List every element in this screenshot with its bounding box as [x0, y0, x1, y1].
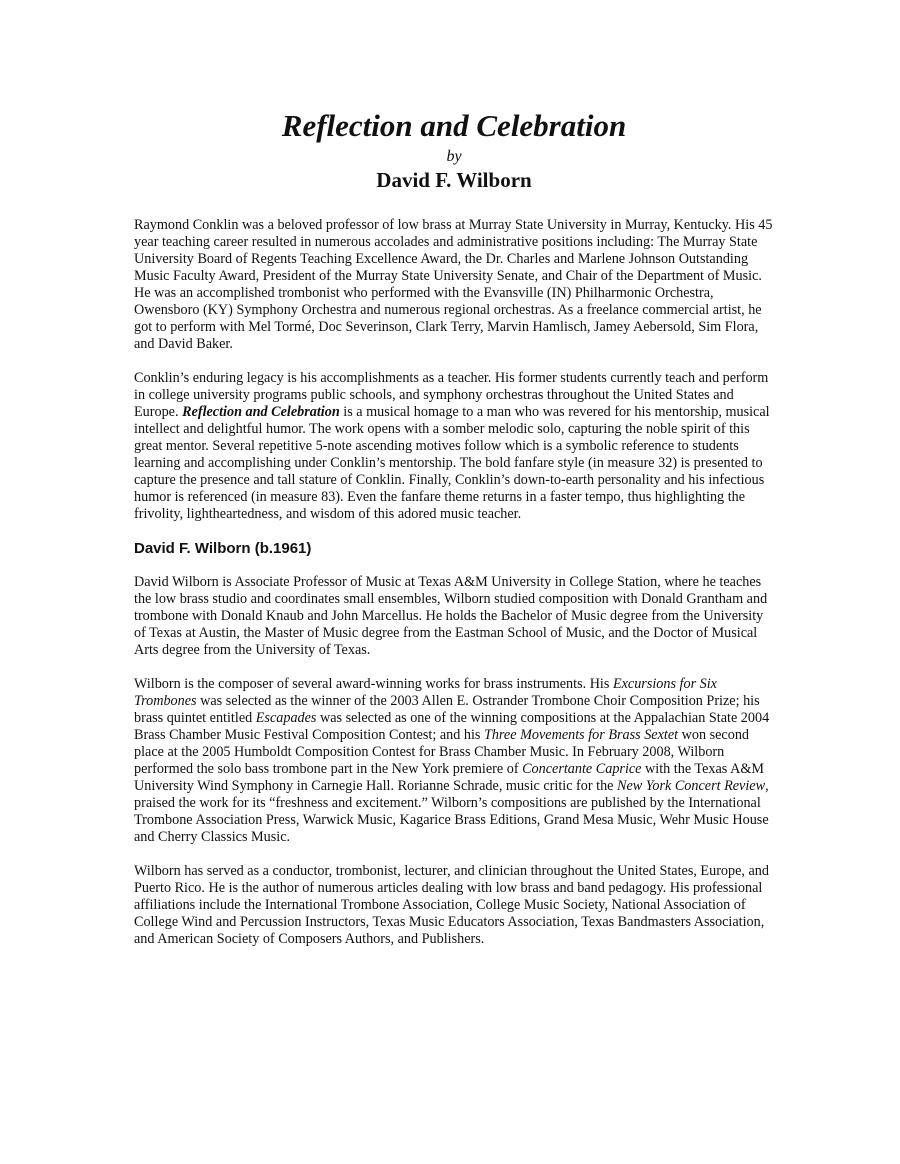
bio-paragraph-2-text-c: was selected as one of the winning compositions at the Appalachian State 2004 Brass Chamber Music Festival Composition Contest; and his — [134, 710, 770, 743]
work-title-escapades: Escapades — [255, 710, 317, 726]
intro-paragraph-2-text-a: Conklin’s enduring legacy is his accomplishments as a teacher. His former students currently teach and perform in college university programs public schools, and symphony orchestras throughout the United States and Europe. — [134, 370, 769, 420]
intro-paragraph-1: Raymond Conklin was a beloved professor of low brass at Murray State University in Murray, Kentucky. His 45 year teaching career resulted in numerous accolades and administrative positions including: The Murray State University Board of Regents Teaching Excellence Award, the Dr. Charles and Marlene Johnson Outstanding Music Faculty Award, President of the Murray State University Senate, and Chair of the Department of Music. He was an accomplished trombonist who performed with the Evansville (IN) Philharmonic Orchestra, Owensboro (KY) Symphony Orchestra and numerous regional orchestras. As a freelance commercial artist, he got to perform with Mel Tormé, Doc Severinson, Clark Terry, Marvin Hamlisch, Jamey Aebersold, Sim Flora, and David Baker. — [134, 217, 773, 352]
work-title-excursions: Excursions for Six Trombones — [134, 676, 717, 709]
document-title: Reflection and Celebration — [281, 108, 627, 143]
bio-heading: David F. Wilborn (b.1961) — [134, 540, 312, 557]
intro-paragraph-2 — [134, 370, 774, 523]
piece-title-inline: Reflection and Celebration — [182, 404, 340, 420]
author-name: David F. Wilborn — [376, 168, 532, 192]
bio-paragraph-2-text-a: Wilborn is the composer of several award-winning works for brass instruments. His — [134, 676, 613, 692]
document-page — [134, 104, 774, 965]
intro-paragraph-2-text-b: is a musical homage to a man who was revered for his mentorship, musical intellect and delightful humor. The work opens with a somber melodic solo, capturing the noble spirit of this great mentor. Several repetitive 5-note ascending motives follow which is a symbolic reference to students learning and accomplishing under Conklin’s mentorship. The bold fanfare style (in measure 32) is presented to capture the presence and tall stature of Conklin. Finally, Conklin’s down-to-earth personality and his infectious humor is referenced (in measure 83). Even the fanfare theme returns in a faster tempo, thus highlighting the frivolity, lightheartedness, and wisdom of this adored music teacher. — [134, 404, 770, 522]
bio-paragraph-2-text-f: , praised the work for its “freshness and excitement.” Wilborn’s compositions are published by the International Trombone Association Press, Warwick Music, Kagarice Brass Editions, Grand Mesa Music, Wehr Music House and Cherry Classics Music. — [134, 778, 769, 845]
work-title-three-movements: Three Movements for Brass Sextet — [483, 727, 679, 743]
bio-paragraph-2-text-d: won second place at the 2005 Humboldt Composition Contest for Brass Chamber Music. In February 2008, Wilborn performed the solo bass trombone part in the New York premiere of — [134, 727, 750, 777]
work-title-concertante-caprice: Concertante Caprice — [522, 761, 642, 777]
bio-paragraph-2 — [134, 676, 774, 846]
bio-paragraph-2-text-e: with the Texas A&M University Wind Symphony in Carnegie Hall. Rorianne Schrade, music critic for the — [134, 761, 764, 794]
publication-title: New York Concert Review — [617, 778, 766, 794]
bio-paragraph-3: Wilborn has served as a conductor, trombonist, lecturer, and clinician throughout the United States, Europe, and Puerto Rico. He is the author of numerous articles dealing with low brass and band pedagogy. His professional affiliations include the International Trombone Association, College Music Society, National Association of College Wind and Percussion Instructors, Texas Music Educators Association, Texas Bandmasters Association, and American Society of Composers Authors, and Publishers. — [134, 863, 769, 947]
byline-by: by — [446, 148, 462, 165]
bio-paragraph-1: David Wilborn is Associate Professor of Music at Texas A&M University in College Station, where he teaches the low brass studio and coordinates small ensembles, Wilborn studied composition with Donald Grantham and trombone with Donald Knaub and John Marcellus. He holds the Bachelor of Music degree from the University of Texas at Austin, the Master of Music degree from the Eastman School of Music, and the Doctor of Musical Arts degree from the University of Texas. — [134, 574, 768, 658]
bio-paragraph-2-text-b: was selected as the winner of the 2003 Allen E. Ostrander Trombone Choir Composition Prize; his brass quintet entitled — [134, 693, 760, 726]
